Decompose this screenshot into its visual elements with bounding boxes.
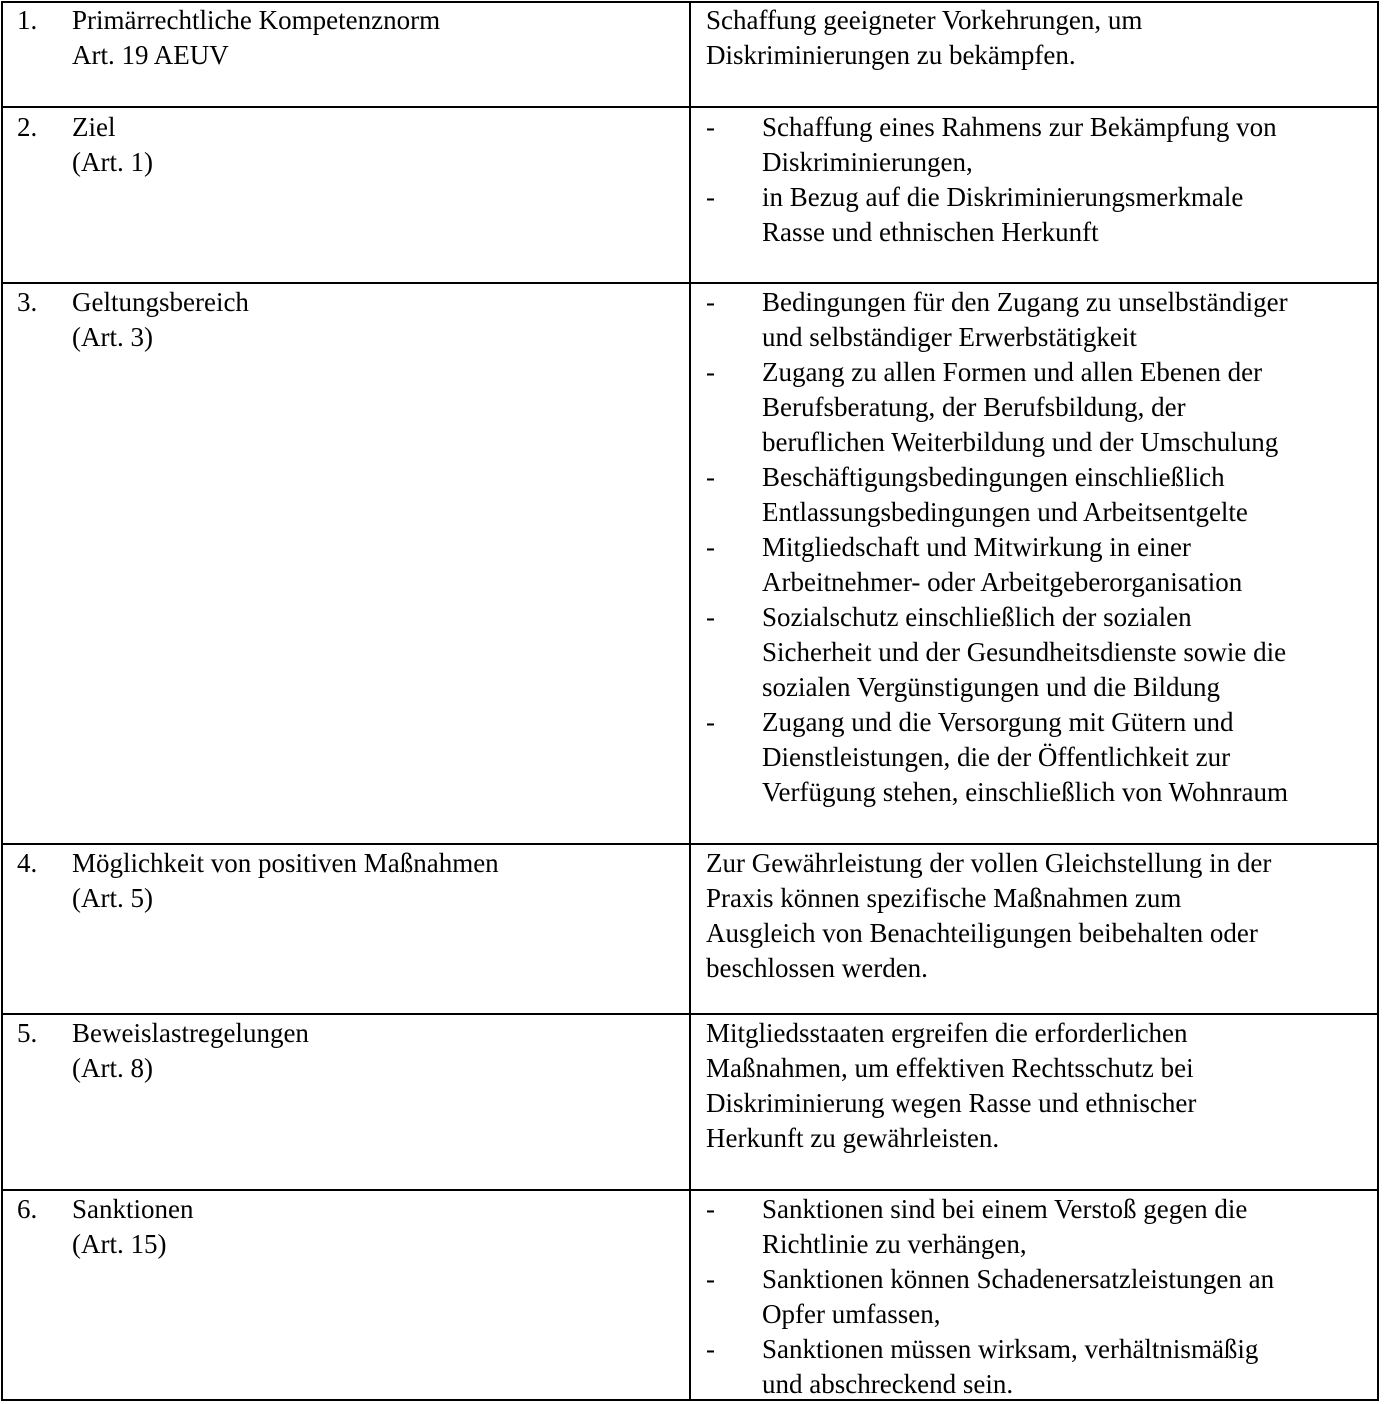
bullet-dash: - [706, 112, 715, 142]
list-item: - Beschäftigungsbedingungen einschließlich Entlassungsbedingungen und Arbeitsentgelte [706, 462, 1248, 527]
bullet-dash: - [706, 1334, 715, 1364]
bullet-dash: - [706, 182, 715, 212]
list-item: - Sozialschutz einschließlich der sozialen Sicherheit und der Gesundheitsdienste sowie die sozialen Vergünstigungen und die Bildung [706, 602, 1287, 702]
row-description: Zur Gewährleistung der vollen Gleichstellung in der Praxis können spezifische Maßnahmen zum Ausgleich von Benachteiligungen beibehalten oder beschlossen werden. [706, 848, 1272, 983]
row-label: Geltungsbereich (Art. 3) [72, 287, 249, 352]
bullet-dash: - [706, 602, 715, 632]
list-item: - Zugang zu allen Formen und allen Ebenen der Berufsberatung, der Berufsbildung, der beruflichen Weiterbildung und der Umschulung [706, 357, 1279, 457]
bullet-list [706, 285, 1288, 810]
list-item: - Sanktionen müssen wirksam, verhältnismäßig und abschreckend sein. [706, 1334, 1259, 1399]
list-item: - Bedingungen für den Zugang zu unselbständiger und selbständiger Erwerbstätigkeit [706, 287, 1288, 352]
row-number: 1. [17, 5, 38, 35]
row-label: Ziel (Art. 1) [72, 112, 153, 177]
bullet-list [706, 110, 1277, 250]
row-divider [1, 843, 1379, 845]
row-label: Sanktionen (Art. 15) [72, 1194, 194, 1259]
bullet-dash: - [706, 287, 715, 317]
row-number: 3. [17, 287, 38, 317]
bullet-dash: - [706, 1264, 715, 1294]
row-number: 2. [17, 112, 38, 142]
row-number: 5. [17, 1018, 38, 1048]
bullet-dash: - [706, 707, 715, 737]
list-item: - Sanktionen können Schadenersatzleistungen an Opfer umfassen, [706, 1264, 1275, 1329]
row-divider [1, 106, 1379, 108]
list-item: - Sanktionen sind bei einem Verstoß gegen die Richtlinie zu verhängen, [706, 1194, 1248, 1259]
row-number: 6. [17, 1194, 38, 1224]
list-item: - Schaffung eines Rahmens zur Bekämpfung von Diskriminierungen, [706, 112, 1277, 177]
row-label: Primärrechtliche Kompetenznorm Art. 19 AEUV [72, 5, 441, 70]
row-number: 4. [17, 848, 38, 878]
column-divider [689, 1, 691, 1401]
row-label: Beweislastregelungen (Art. 8) [72, 1018, 309, 1083]
row-description: Schaffung geeigneter Vorkehrungen, um Diskriminierungen zu bekämpfen. [706, 5, 1143, 70]
bullet-dash: - [706, 357, 715, 387]
bullet-dash: - [706, 532, 715, 562]
list-item: - Mitgliedschaft und Mitwirkung in einer Arbeitnehmer- oder Arbeitgeberorganisation [706, 532, 1243, 597]
row-label: Möglichkeit von positiven Maßnahmen (Art. 5) [72, 848, 499, 913]
bullet-dash: - [706, 462, 715, 492]
row-divider [1, 1013, 1379, 1015]
row-divider [1, 1189, 1379, 1191]
bullet-list [706, 1192, 1274, 1402]
list-item: - in Bezug auf die Diskriminierungsmerkmale Rasse und ethnischen Herkunft [706, 182, 1244, 247]
row-divider [1, 282, 1379, 284]
row-description: Mitgliedsstaaten ergreifen die erforderlichen Maßnahmen, um effektiven Rechtsschutz bei Diskriminierung wegen Rasse und ethnischer Herkunft zu gewährleisten. [706, 1018, 1197, 1153]
bullet-dash: - [706, 1194, 715, 1224]
list-item: - Zugang und die Versorgung mit Gütern und Dienstleistungen, die der Öffentlichkeit zur Verfügung stehen, einschließlich von Wohnraum [706, 707, 1288, 807]
